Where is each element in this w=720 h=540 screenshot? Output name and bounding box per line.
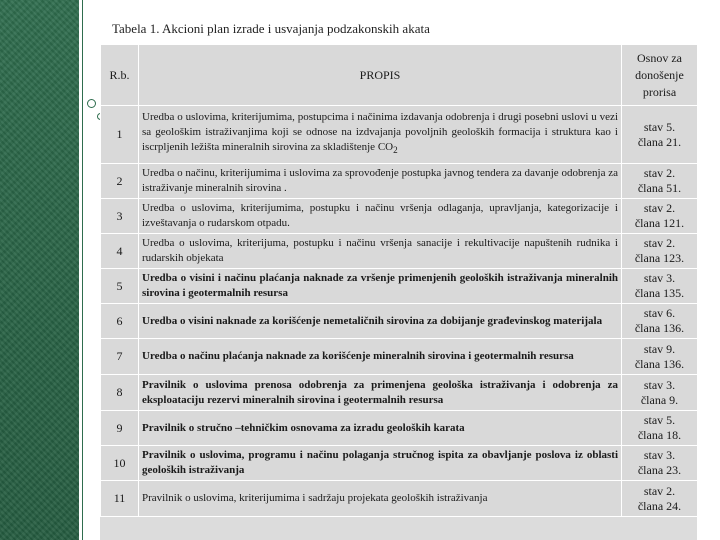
osnov-cell	[622, 304, 698, 339]
osnov-cell	[622, 339, 698, 375]
table-row	[101, 234, 698, 269]
header-osnov-line: donošenje	[635, 67, 684, 82]
osnov-line: stav 3.	[643, 448, 676, 462]
row-number: 1	[101, 106, 139, 164]
row-number: 4	[101, 234, 139, 269]
row-number: 9	[101, 411, 139, 446]
table-caption: Tabela 1. Akcioni plan izrade i usvajanja podzakonskih akata	[112, 21, 430, 36]
propis-cell	[139, 446, 622, 481]
header-osnov-line: Osnov za	[637, 50, 682, 65]
propis-text: Pravilnik o uslovima, kriterijumima i sadržaju projekata geoloških istraživanja	[142, 492, 488, 504]
osnov-cell	[622, 481, 698, 517]
propis-text: Uredba o uslovima, kriterijumima, postupku i načinu vršenja odlaganja, upravljanja, kategorizacije i izveštavanja o rudarskom otpadu.	[142, 202, 618, 229]
table-row	[101, 446, 698, 481]
row-number: 7	[101, 339, 139, 375]
header-osnov	[622, 45, 698, 106]
propis-text: Uredba o uslovima, kriterijumima, postupcima i načinima izdavanja odobrenja i drugi posebni uslovi u vezi sa geološkim istraživanjima koji se odnose na izdvajanja povoljnih geoloških formacija i struktura kao i iscrpljenih ležišta mineralnih sirovina za skladištenje CO	[142, 111, 618, 154]
table-body	[101, 106, 698, 517]
propis-cell	[139, 269, 622, 304]
row-number: 10	[101, 446, 139, 481]
table-row	[101, 481, 698, 517]
table-row	[101, 106, 698, 164]
propis-text: Uredba o uslovima, kriterijuma, postupku i načinu vršenja sanacije i rekultivacije napuštenih rudnika i rudarskih objekata	[142, 237, 618, 264]
propis-cell	[139, 164, 622, 199]
table-row	[101, 164, 698, 199]
osnov-line: člana 51.	[637, 181, 682, 195]
osnov-line: stav 2.	[643, 166, 676, 180]
osnov-cell	[622, 269, 698, 304]
row-number: 5	[101, 269, 139, 304]
osnov-cell	[622, 446, 698, 481]
propis-cell	[139, 375, 622, 411]
decorative-side-bar	[0, 0, 79, 540]
osnov-line: člana 136.	[634, 356, 685, 371]
osnov-line: člana 21.	[637, 134, 682, 149]
osnov-cell	[622, 234, 698, 269]
propis-cell	[139, 304, 622, 339]
row-number: 11	[101, 481, 139, 517]
header-rb: R.b.	[101, 45, 139, 106]
decorative-circle	[87, 99, 96, 108]
decorative-divider	[82, 0, 83, 540]
propis-cell	[139, 411, 622, 446]
table-row	[101, 411, 698, 446]
osnov-line: člana 121.	[634, 216, 685, 230]
table-row	[101, 375, 698, 411]
propis-cell	[139, 339, 622, 375]
osnov-line: člana 135.	[634, 286, 685, 300]
osnov-line: stav 9.	[643, 341, 676, 356]
propis-text: Uredba o načinu, kriterijumima i uslovima za sprovođenje postupka javnog tendera za davanje odobrenja za istraživanje mineralnih sirovina .	[142, 167, 618, 194]
osnov-line: stav 2.	[643, 201, 676, 215]
osnov-line: člana 123.	[634, 251, 685, 265]
propis-subscript: 2	[393, 145, 398, 156]
table-header-row	[101, 45, 698, 106]
osnov-line: stav 3.	[643, 377, 676, 392]
osnov-cell	[622, 199, 698, 234]
propis-cell	[139, 106, 622, 164]
propis-cell	[139, 481, 622, 517]
table-row	[101, 304, 698, 339]
osnov-cell	[622, 411, 698, 446]
row-number: 6	[101, 304, 139, 339]
table-row	[101, 269, 698, 304]
row-number: 3	[101, 199, 139, 234]
osnov-line: člana 9.	[640, 392, 679, 407]
row-number: 2	[101, 164, 139, 199]
action-plan-table	[100, 44, 698, 517]
osnov-line: stav 2.	[643, 236, 676, 250]
osnov-line: stav 2.	[643, 483, 676, 498]
osnov-line: stav 3.	[643, 271, 676, 285]
osnov-line: stav 5.	[643, 119, 676, 134]
propis-text: Uredba o visini i načinu plaćanja naknade za vršenje primenjenih geoloških istraživanja mineralnih sirovina i geotermalnih resursa	[142, 272, 618, 299]
propis-text: Uredba o načinu plaćanja naknade za korišćenje mineralnih sirovina i geotermalnih resursa	[142, 350, 574, 362]
osnov-cell	[622, 164, 698, 199]
osnov-line: člana 23.	[637, 463, 682, 477]
osnov-line: člana 24.	[637, 498, 682, 513]
table-row	[101, 199, 698, 234]
propis-text: Pravilnik o stručno –tehničkim osnovama za izradu geoloških karata	[142, 421, 465, 434]
osnov-cell	[622, 106, 698, 164]
row-number: 8	[101, 375, 139, 411]
header-propis: PROPIS	[139, 45, 622, 106]
propis-text: Uredba o visini naknade za korišćenje nemetaličnih sirovina za dobijanje građevinskog materijala	[142, 314, 603, 327]
osnov-line: stav 5.	[643, 413, 676, 427]
propis-cell	[139, 234, 622, 269]
propis-text: Pravilnik o uslovima prenosa odobrenja za primenjena geološka istraživanja i odobrenja za eksploataciju rezervi mineralnih sirovina i geotermalnih resursa	[142, 378, 618, 406]
osnov-line: člana 18.	[637, 428, 682, 442]
osnov-line: člana 136.	[634, 321, 685, 335]
propis-text: Pravilnik o uslovima, programu i načinu polaganja stručnog ispita za obavljanje poslova iz oblasti geoloških istraživanja	[142, 449, 618, 476]
osnov-line: stav 6.	[643, 306, 676, 320]
propis-cell	[139, 199, 622, 234]
header-osnov-line: prorisa	[642, 84, 677, 99]
table-row	[101, 339, 698, 375]
osnov-cell	[622, 375, 698, 411]
